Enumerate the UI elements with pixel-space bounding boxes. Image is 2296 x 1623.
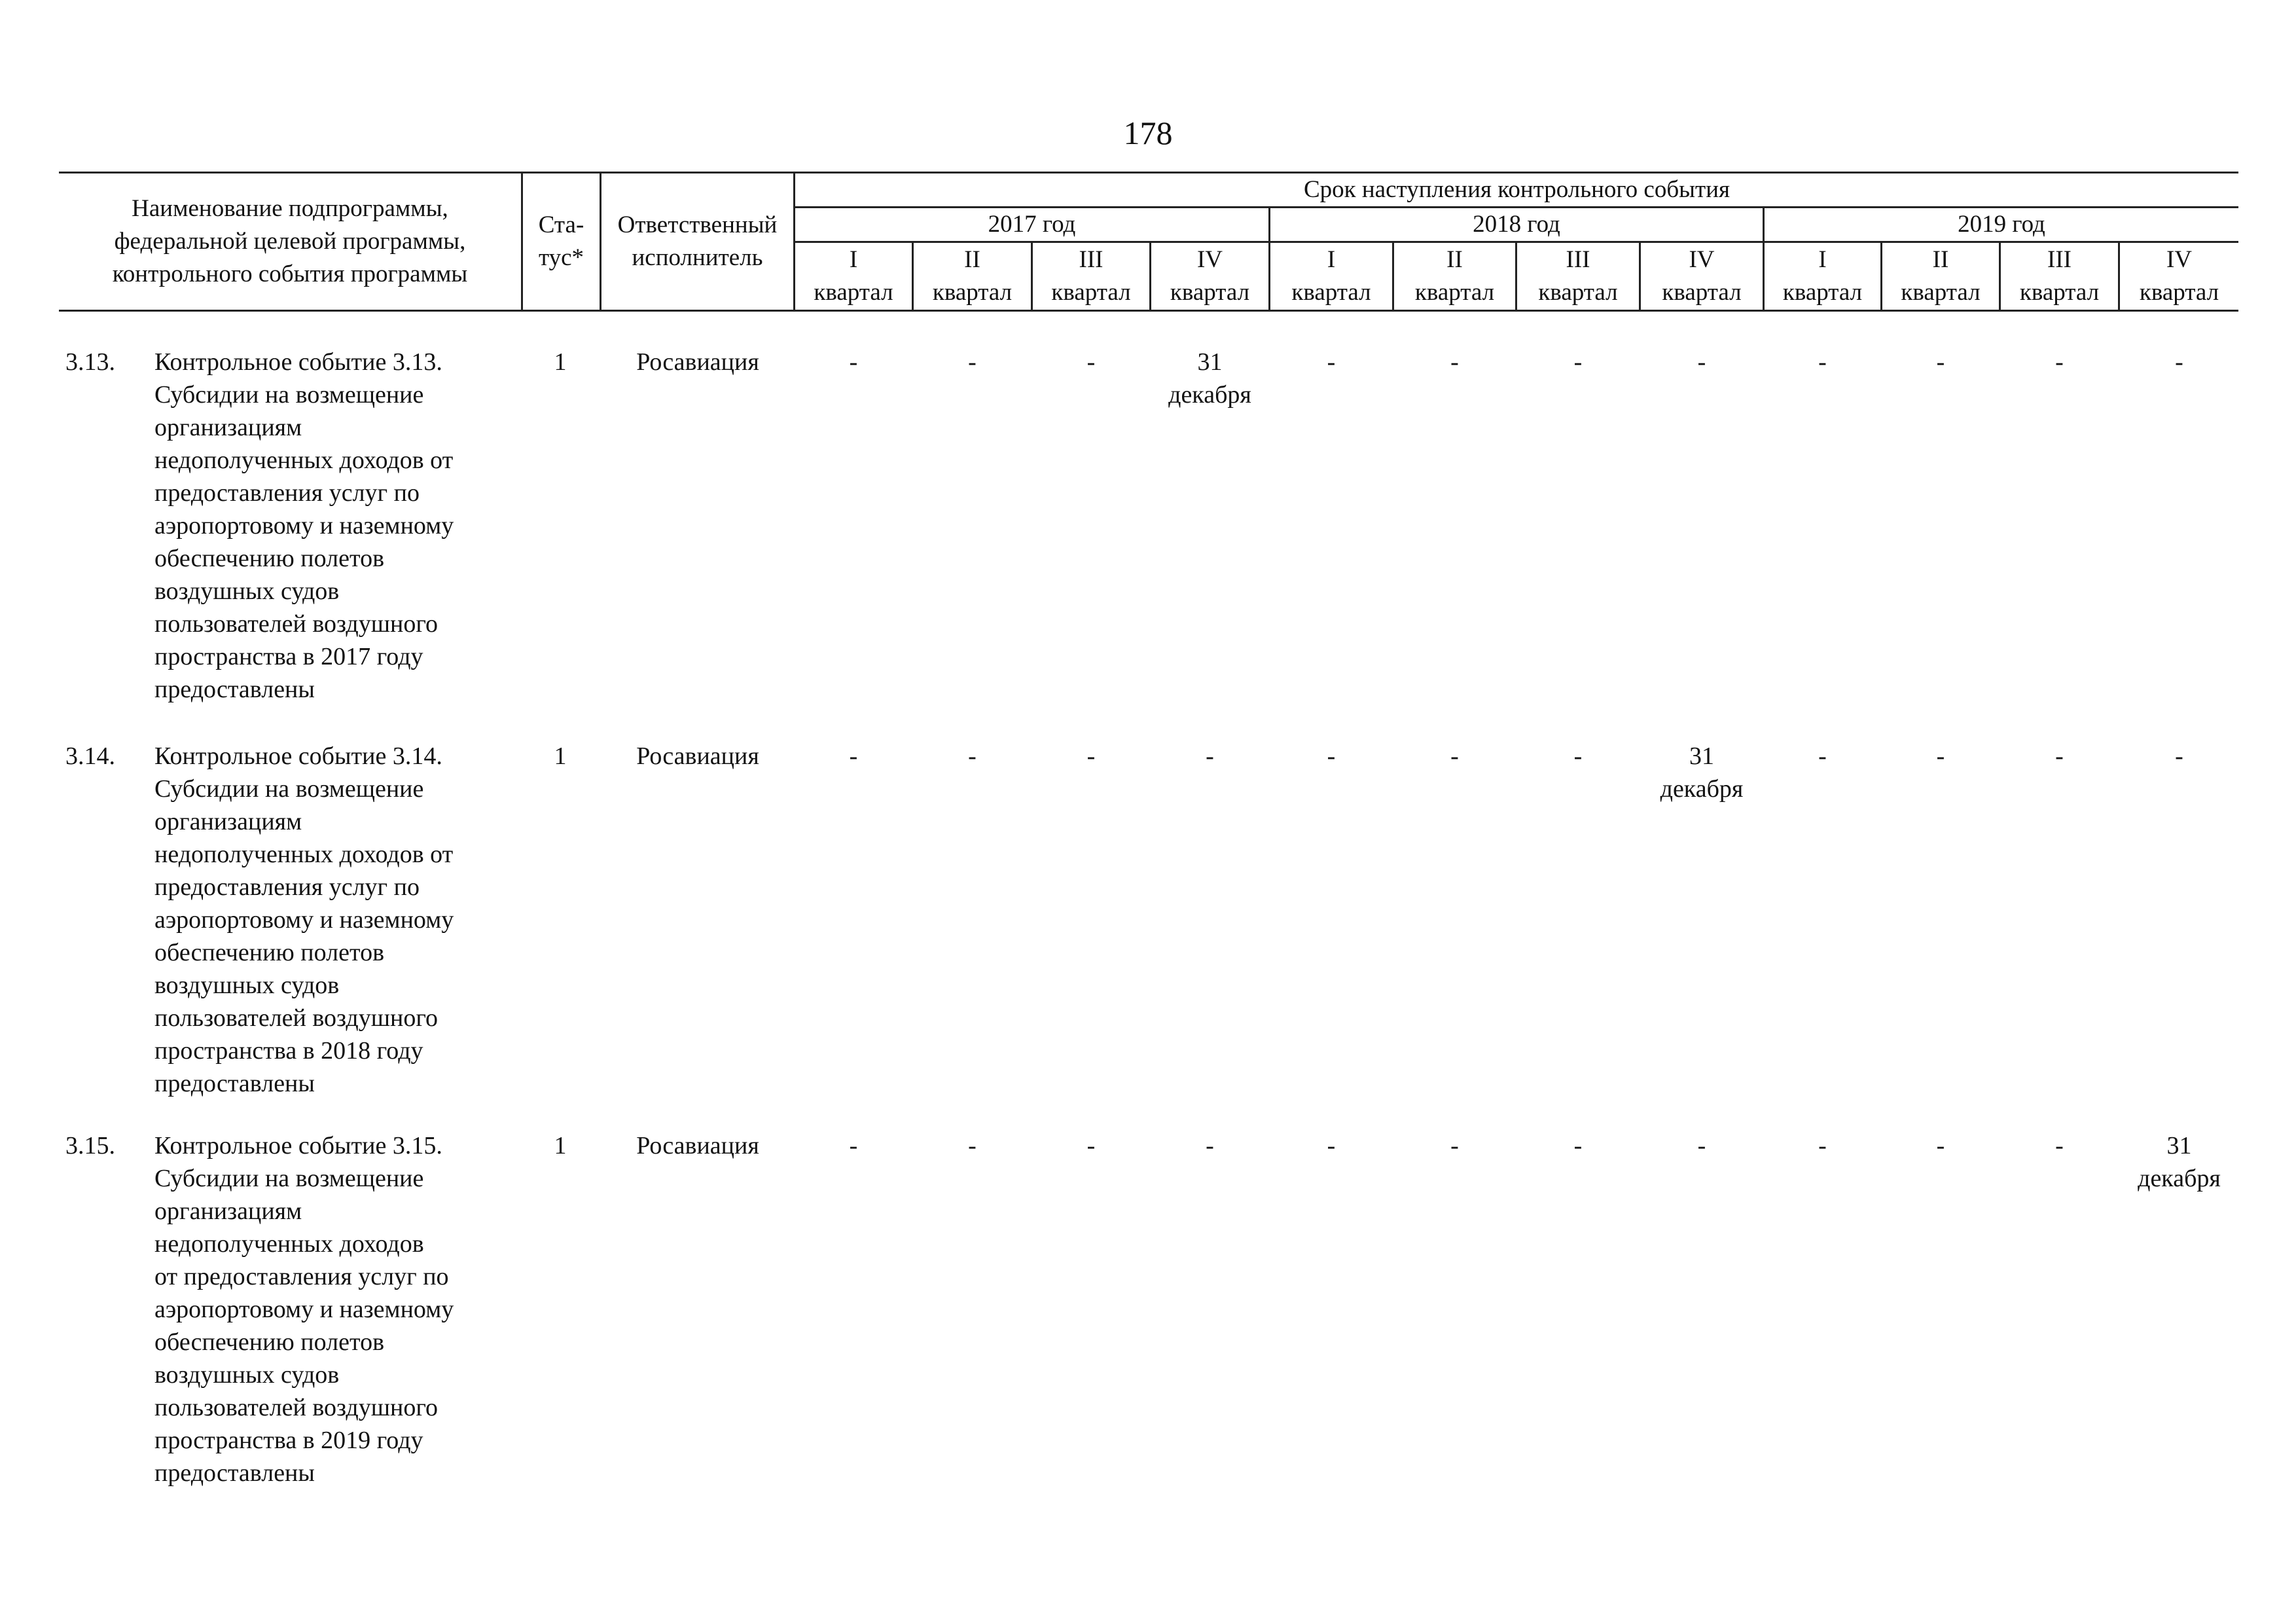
- row-quarter-cell: -: [1573, 742, 1583, 770]
- row-executor: Росавиация: [636, 348, 759, 376]
- header-status-column: Ста- тус*: [538, 211, 584, 271]
- table-header-bottom-border: [59, 310, 2238, 312]
- header-quarter-2018-4: IV квартал: [1662, 246, 1742, 306]
- row-quarter-cell: -: [1086, 742, 1096, 770]
- row-quarter-cell: -: [1086, 348, 1096, 376]
- row-number: 3.13.: [65, 348, 115, 376]
- row-event-name: Контрольное событие 3.13. Субсидии на возмещение организациям недополученных доходов от предоставления услуг по аэропортовому и наземному обеспечению полетов воздушных судов пользователей воздушного пространства в 2017 году предоставлены: [154, 348, 454, 703]
- row-executor: Росавиация: [636, 742, 759, 770]
- row-event-name: Контрольное событие 3.15. Субсидии на возмещение организациям недополученных доходов от предоставления услуг по аэропортовому и наземному обеспечению полетов воздушных судов пользователей воздушного пространства в 2019 году предоставлены: [154, 1132, 454, 1487]
- row-quarter-cell: -: [968, 742, 977, 770]
- row-quarter-cell: -: [2055, 1132, 2064, 1159]
- row-quarter-cell: -: [2175, 348, 2183, 376]
- row-quarter-cell: 31 декабря: [1660, 742, 1744, 803]
- row-quarter-cell: -: [968, 348, 977, 376]
- header-name-column: Наименование подпрограммы, федеральной целевой программы, контрольного события программы: [112, 195, 468, 287]
- row-number: 3.15.: [65, 1132, 115, 1159]
- header-year-2018: 2018 год: [1473, 211, 1560, 238]
- header-quarter-2017-4: IV квартал: [1170, 246, 1250, 306]
- row-quarter-cell: -: [1697, 1132, 1706, 1159]
- header-quarter-2019-4: IV квартал: [2139, 246, 2219, 306]
- row-quarter-cell: 31 декабря: [2138, 1132, 2221, 1192]
- row-status: 1: [554, 348, 567, 376]
- row-quarter-cell: -: [968, 1132, 977, 1159]
- header-quarter-2017-1: I квартал: [814, 246, 893, 306]
- header-year-2017: 2017 год: [988, 211, 1076, 238]
- row-quarter-cell: -: [1327, 1132, 1336, 1159]
- header-quarter-2017-3: III квартал: [1051, 246, 1131, 306]
- row-quarter-cell: -: [1450, 348, 1459, 376]
- row-quarter-cell: -: [1936, 1132, 1945, 1159]
- row-quarter-cell: -: [1818, 1132, 1827, 1159]
- row-quarter-cell: -: [1818, 742, 1827, 770]
- row-quarter-cell: -: [849, 348, 858, 376]
- row-quarter-cell: -: [1573, 348, 1583, 376]
- row-quarter-cell: -: [1450, 1132, 1459, 1159]
- row-quarter-cell: -: [1697, 348, 1706, 376]
- row-quarter-cell: -: [1818, 348, 1827, 376]
- row-quarter-cell: 31 декабря: [1168, 348, 1251, 409]
- row-quarter-cell: -: [1936, 742, 1945, 770]
- row-quarter-cell: -: [1573, 1132, 1583, 1159]
- header-quarter-2018-1: I квартал: [1291, 246, 1371, 306]
- row-quarter-cell: -: [849, 1132, 858, 1159]
- header-executor-column: Ответственный исполнитель: [617, 211, 778, 271]
- row-quarter-cell: -: [1327, 348, 1336, 376]
- header-quarter-2017-2: II квартал: [932, 246, 1013, 306]
- row-status: 1: [554, 742, 567, 770]
- row-quarter-cell: -: [1327, 742, 1336, 770]
- row-quarter-cell: -: [2175, 742, 2183, 770]
- header-quarter-2018-3: III квартал: [1538, 246, 1618, 306]
- page-number: 178: [1123, 115, 1173, 151]
- header-quarter-2019-1: I квартал: [1782, 246, 1863, 306]
- header-quarter-2019-3: III квартал: [2019, 246, 2100, 306]
- header-year-2019: 2019 год: [1958, 211, 2045, 238]
- row-status: 1: [554, 1132, 567, 1159]
- row-executor: Росавиация: [636, 1132, 759, 1159]
- row-quarter-cell: -: [1450, 742, 1459, 770]
- row-event-name: Контрольное событие 3.14. Субсидии на возмещение организациям недополученных доходов от предоставления услуг по аэропортовому и наземному обеспечению полетов воздушных судов пользователей воздушного пространства в 2018 году предоставлены: [154, 742, 454, 1097]
- header-deadline-title: Срок наступления контрольного события: [1303, 176, 1731, 204]
- row-quarter-cell: -: [2055, 742, 2064, 770]
- row-quarter-cell: -: [1936, 348, 1945, 376]
- row-quarter-cell: -: [849, 742, 858, 770]
- row-quarter-cell: -: [2055, 348, 2064, 376]
- header-quarter-2019-2: II квартал: [1901, 246, 1981, 306]
- row-quarter-cell: -: [1206, 1132, 1214, 1159]
- row-quarter-cell: -: [1206, 742, 1214, 770]
- row-number: 3.14.: [65, 742, 115, 770]
- header-quarter-2018-2: II квартал: [1414, 246, 1495, 306]
- row-quarter-cell: -: [1086, 1132, 1096, 1159]
